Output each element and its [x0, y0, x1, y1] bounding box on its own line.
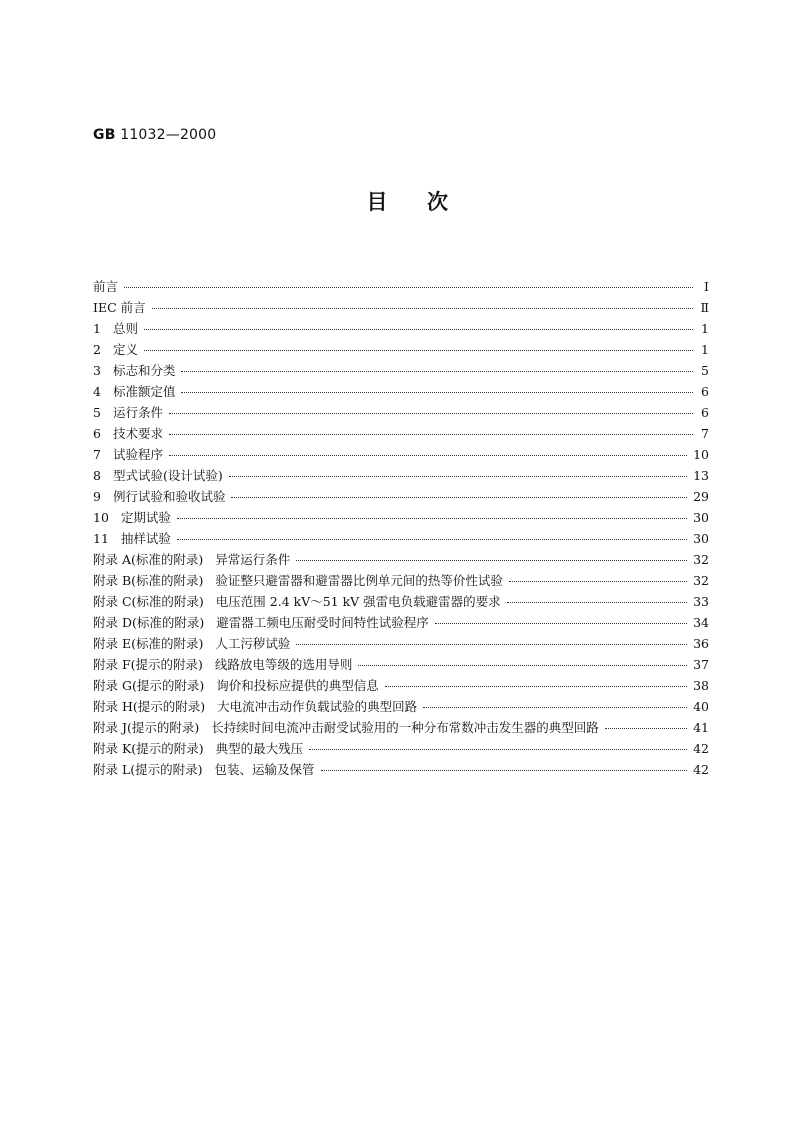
toc-entry-page: 13	[693, 468, 709, 483]
toc-entry-page: Ⅱ	[700, 300, 709, 315]
toc-entry-title	[93, 487, 225, 505]
toc-entry-page: 10	[693, 447, 709, 462]
dot-leader	[321, 770, 688, 771]
toc-entry[interactable]	[93, 592, 709, 613]
toc-entry[interactable]	[93, 718, 709, 739]
page-title	[0, 186, 794, 216]
toc-entry-page: 30	[693, 531, 709, 546]
toc-entry[interactable]	[93, 424, 709, 445]
toc-entry-title	[93, 466, 223, 484]
toc-entry-label: 验证整只避雷器和避雷器比例单元间的热等价性试验	[215, 573, 503, 588]
toc-entry-title	[93, 508, 171, 526]
toc-entry-number: 6	[93, 426, 101, 441]
toc-entry-number: 附录 J(提示的附录)	[93, 720, 200, 735]
toc-entry-title	[93, 655, 352, 673]
toc-entry-label: 典型的最大残压	[215, 741, 304, 756]
toc-entry-page: 38	[693, 678, 709, 693]
toc-entry[interactable]	[93, 361, 709, 382]
dot-leader	[605, 728, 687, 729]
toc-entry-label: 长持续时间电流冲击耐受试验用的一种分布常数冲击发生器的典型回路	[211, 720, 599, 735]
toc-entry-title	[93, 319, 138, 337]
toc-entry[interactable]	[93, 382, 709, 403]
toc-entry[interactable]	[93, 613, 709, 634]
dot-leader	[423, 707, 687, 708]
toc-entry-label: 定期试验	[120, 510, 171, 525]
toc-entry-label: 线路放电等级的选用导则	[214, 657, 353, 672]
dot-leader	[309, 749, 687, 750]
toc-entry[interactable]	[93, 676, 709, 697]
toc-entry-label: 试验程序	[112, 447, 163, 462]
toc-entry-number: 10	[93, 510, 109, 525]
dot-leader	[169, 434, 693, 435]
toc-entry-page: 33	[693, 594, 709, 609]
toc-entry-label: 询价和投标应提供的典型信息	[216, 678, 379, 693]
toc-entry-number: 附录 A(标准的附录)	[93, 552, 204, 567]
toc-entry[interactable]	[93, 508, 709, 529]
toc-entry-page: 7	[701, 426, 709, 441]
dot-leader	[296, 644, 687, 645]
toc-entry-label: 标准额定值	[112, 384, 176, 399]
toc-entry-number: 11	[93, 531, 109, 546]
toc-entry-title	[93, 718, 599, 736]
dot-leader	[231, 497, 687, 498]
standard-code	[93, 127, 216, 143]
toc-entry-number: 附录 K(提示的附录)	[93, 741, 204, 756]
dot-leader	[124, 287, 693, 288]
toc-entry-page: 6	[701, 384, 709, 399]
toc-entry[interactable]	[93, 445, 709, 466]
toc-entry-label: 异常运行条件	[215, 552, 291, 567]
toc-entry-number: 3	[93, 363, 101, 378]
toc-entry-page: 32	[693, 573, 709, 588]
toc-entry-title	[93, 529, 171, 547]
toc-entry-page: Ⅰ	[704, 279, 709, 294]
toc-entry-page: 6	[701, 405, 709, 420]
toc-entry-number: 9	[93, 489, 101, 504]
toc-entry-page: 36	[693, 636, 709, 651]
toc-entry[interactable]	[93, 298, 709, 319]
toc-entry-title	[93, 634, 290, 652]
toc-entry-page: 41	[693, 720, 709, 735]
toc-entry-number: 4	[93, 384, 101, 399]
toc-entry-title	[93, 403, 163, 421]
toc-entry-number: 附录 L(提示的附录)	[93, 762, 203, 777]
toc-entry-title	[93, 277, 118, 295]
toc-entry[interactable]	[93, 760, 709, 781]
toc-entry-page: 29	[693, 489, 709, 504]
toc-entry-label: 技术要求	[112, 426, 163, 441]
toc-entry-number: 1	[93, 321, 101, 336]
toc-entry-page: 30	[693, 510, 709, 525]
toc-entry-title	[93, 361, 175, 379]
standard-prefix: GB	[93, 127, 116, 143]
dot-leader	[169, 413, 693, 414]
toc-entry-page: 1	[701, 321, 709, 336]
table-of-contents	[93, 277, 709, 781]
standard-number: 11032—2000	[120, 127, 217, 143]
dot-leader	[177, 518, 687, 519]
toc-entry-label: 包装、运输及保管	[214, 762, 315, 777]
toc-entry[interactable]	[93, 466, 709, 487]
toc-entry-page: 5	[701, 363, 709, 378]
toc-entry-number: 附录 F(提示的附录)	[93, 657, 203, 672]
toc-entry[interactable]	[93, 529, 709, 550]
toc-entry-title	[93, 445, 163, 463]
toc-entry[interactable]	[93, 697, 709, 718]
toc-entry[interactable]	[93, 571, 709, 592]
toc-entry-number: 7	[93, 447, 101, 462]
toc-entry-label: 前言	[93, 279, 119, 294]
dot-leader	[385, 686, 687, 687]
toc-entry-title	[93, 571, 503, 589]
dot-leader	[152, 308, 693, 309]
toc-entry-number: 2	[93, 342, 101, 357]
dot-leader	[144, 329, 693, 330]
toc-entry-number: 附录 G(提示的附录)	[93, 678, 205, 693]
toc-entry[interactable]	[93, 550, 709, 571]
toc-entry-number: 8	[93, 468, 101, 483]
dot-leader	[181, 371, 693, 372]
toc-entry[interactable]	[93, 655, 709, 676]
title-char-2: 次	[427, 190, 448, 214]
toc-entry-title	[93, 613, 429, 631]
dot-leader	[507, 602, 687, 603]
toc-entry-label: IEC 前言	[93, 300, 146, 315]
toc-entry-label: 人工污秽试验	[215, 636, 291, 651]
toc-entry-page: 42	[693, 762, 709, 777]
toc-entry[interactable]	[93, 340, 709, 361]
toc-entry-title	[93, 739, 303, 757]
toc-entry-title	[93, 298, 146, 316]
toc-entry-label: 型式试验(设计试验)	[112, 468, 223, 483]
toc-entry-title	[93, 592, 501, 610]
toc-entry-title	[93, 697, 417, 715]
toc-entry-number: 附录 B(标准的附录)	[93, 573, 204, 588]
toc-entry-page: 1	[701, 342, 709, 357]
toc-entry[interactable]	[93, 403, 709, 424]
toc-entry[interactable]	[93, 277, 709, 298]
toc-entry-page: 42	[693, 741, 709, 756]
toc-entry-title	[93, 424, 163, 442]
toc-entry-title	[93, 760, 315, 778]
toc-entry-page: 37	[693, 657, 709, 672]
dot-leader	[509, 581, 687, 582]
toc-entry-page: 34	[693, 615, 709, 630]
toc-entry-number: 附录 D(标准的附录)	[93, 615, 205, 630]
toc-entry-title	[93, 382, 175, 400]
toc-entry-number: 附录 H(提示的附录)	[93, 699, 206, 714]
toc-entry[interactable]	[93, 319, 709, 340]
toc-entry-number: 5	[93, 405, 101, 420]
toc-entry-page: 40	[693, 699, 709, 714]
toc-entry-label: 例行试验和验收试验	[112, 489, 226, 504]
toc-entry-label: 定义	[112, 342, 138, 357]
dot-leader	[144, 350, 693, 351]
dot-leader	[177, 539, 687, 540]
toc-entry-label: 抽样试验	[120, 531, 171, 546]
title-char-1: 目	[366, 190, 388, 214]
toc-entry-label: 电压范围 2.4 kV～51 kV 强雷电负载避雷器的要求	[215, 594, 501, 609]
toc-entry-title	[93, 340, 138, 358]
toc-entry-label: 运行条件	[112, 405, 163, 420]
toc-entry[interactable]	[93, 634, 709, 655]
toc-entry-page: 32	[693, 552, 709, 567]
dot-leader	[229, 476, 687, 477]
toc-entry-label: 总则	[112, 321, 138, 336]
toc-entry[interactable]	[93, 739, 709, 760]
toc-entry-number: 附录 E(标准的附录)	[93, 636, 204, 651]
toc-entry-label: 标志和分类	[112, 363, 176, 378]
toc-entry-label: 避雷器工频电压耐受时间特性试验程序	[216, 615, 429, 630]
dot-leader	[296, 560, 687, 561]
toc-entry-number: 附录 C(标准的附录)	[93, 594, 204, 609]
dot-leader	[181, 392, 693, 393]
toc-entry-label: 大电流冲击动作负载试验的典型回路	[217, 699, 418, 714]
dot-leader	[358, 665, 687, 666]
dot-leader	[169, 455, 687, 456]
toc-entry-title	[93, 550, 290, 568]
toc-entry-title	[93, 676, 379, 694]
dot-leader	[435, 623, 687, 624]
toc-entry[interactable]	[93, 487, 709, 508]
